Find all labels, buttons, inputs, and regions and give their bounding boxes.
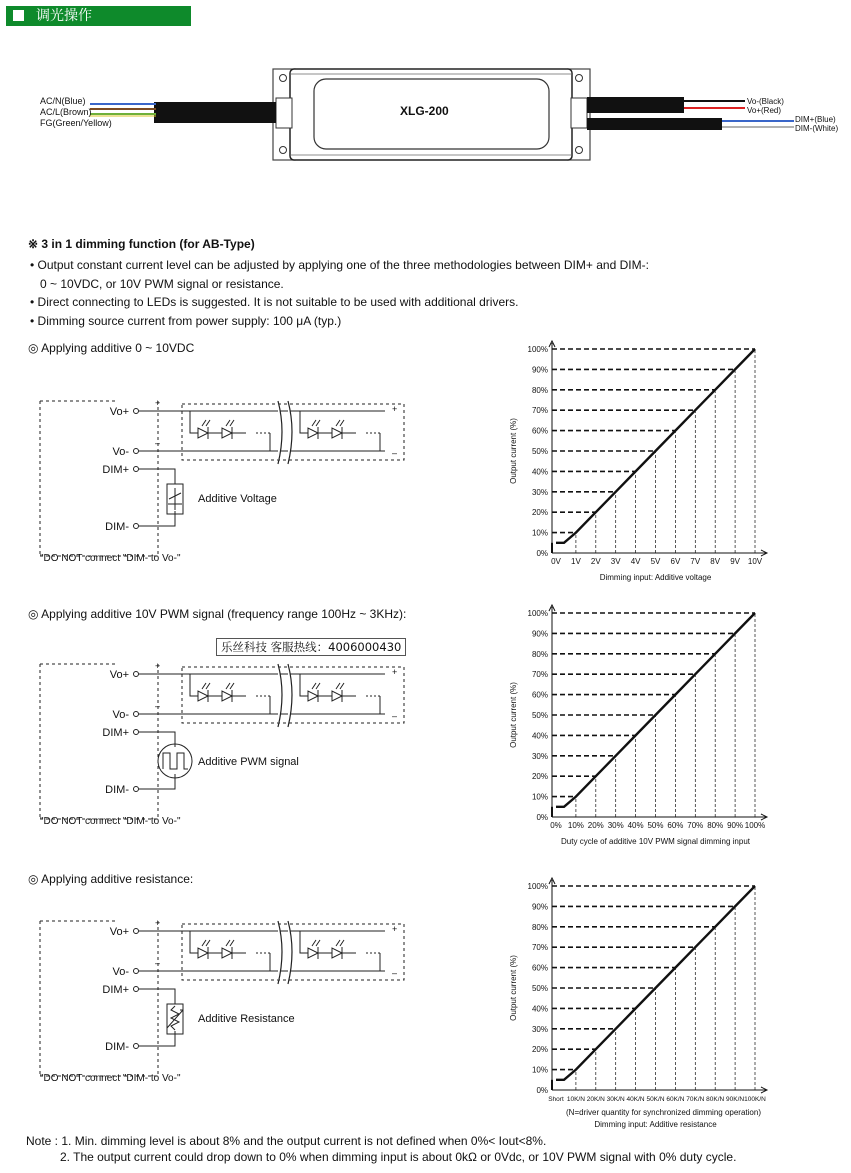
plus-sign: + — [155, 918, 161, 928]
y-tick-label: 80% — [531, 385, 548, 395]
led-icon — [198, 691, 208, 701]
led-wire — [190, 674, 198, 696]
led-light — [226, 683, 234, 689]
led-icon — [198, 948, 208, 958]
plus-sign: + — [392, 924, 398, 934]
y-tick-label: 70% — [531, 943, 548, 953]
led-wire — [190, 931, 198, 953]
y-tick-label: 30% — [531, 1024, 548, 1034]
x-tick-label: Short — [548, 1096, 564, 1103]
intro-bullet: • Output constant current level can be adjusted by applying one of the three methodologies between DIM+ and DIM-: — [30, 258, 649, 272]
y-tick-label: 10% — [531, 792, 548, 802]
x-axis-sublabel: (N=driver quantity for synchronized dimming operation) — [566, 1108, 761, 1117]
vo-plus-wire-label: Vo+(Red) — [747, 106, 782, 115]
dim-minus-label: DIM- — [105, 521, 129, 533]
vo-plus-terminal — [134, 929, 139, 934]
y-tick-label: 70% — [531, 406, 548, 416]
led-light — [312, 940, 320, 946]
led-icon — [222, 428, 232, 438]
x-tick-label: 100% — [744, 821, 766, 830]
vo-minus-terminal — [134, 969, 139, 974]
x-tick-label: 7V — [690, 557, 701, 566]
led-light — [226, 420, 234, 426]
source-label: Additive Voltage — [198, 493, 277, 505]
led-icon — [308, 948, 318, 958]
dim-cable — [587, 118, 722, 130]
led-box — [182, 924, 404, 980]
minus-sign: – — [155, 958, 161, 968]
section-heading-resistance: ◎ Applying additive resistance: — [28, 872, 194, 886]
square-icon — [13, 10, 24, 21]
break-symbol — [278, 664, 292, 727]
vo-minus-terminal — [134, 712, 139, 717]
dim-plus-label: DIM+ — [102, 727, 129, 739]
y-tick-label: 0% — [536, 1086, 548, 1095]
out-labels — [747, 97, 784, 115]
y-tick-label: 20% — [531, 1045, 548, 1055]
x-tick-label: 0% — [550, 821, 562, 830]
x-tick-label: 60% — [667, 821, 684, 830]
x-tick-label: 10V — [747, 557, 763, 566]
source-label: Additive PWM signal — [198, 756, 299, 768]
dim-minus-wire — [139, 511, 175, 526]
y-tick-label: 30% — [531, 751, 548, 761]
section-header — [6, 6, 191, 26]
led-light — [312, 420, 320, 426]
y-tick-label: 0% — [536, 813, 548, 822]
vo-plus-terminal — [134, 672, 139, 677]
frame-line — [40, 921, 161, 1076]
source-label: Additive Resistance — [198, 1013, 295, 1025]
chart-svg — [500, 875, 780, 1145]
x-tick-label: 60K/N — [666, 1096, 685, 1103]
dim-plus-terminal — [134, 730, 139, 735]
led-light — [336, 420, 344, 426]
pwm-source-icon — [158, 744, 192, 778]
circuit-note: "DO NOT connect "DIM- to Vo-" — [40, 553, 181, 564]
led-light — [336, 683, 344, 689]
led-wire — [300, 674, 308, 696]
led-icon — [198, 428, 208, 438]
screw-hole — [576, 75, 583, 82]
y-tick-label: 80% — [531, 922, 548, 932]
dim-minus-wire — [139, 1031, 175, 1046]
x-tick-label: 70% — [687, 821, 704, 830]
intro-bullet: • Dimming source current from power supply: 100 μA (typ.) — [30, 313, 342, 328]
vo-minus-label: Vo- — [112, 446, 129, 458]
output-cable — [587, 97, 684, 113]
break-symbol — [278, 401, 292, 464]
driver-model: XLG-200 — [400, 104, 449, 118]
circuit-svg — [40, 396, 415, 571]
y-tick-label: 30% — [531, 487, 548, 497]
y-tick-label: 0% — [536, 549, 548, 558]
x-tick-label: 80K/N — [706, 1096, 725, 1103]
y-tick-label: 40% — [531, 1004, 548, 1014]
circuit-svg — [40, 659, 415, 834]
x-tick-label: 9V — [730, 557, 740, 566]
led-wire — [190, 411, 198, 433]
note-1: Note : 1. Min. dimming level is about 8% and the output current is not defined when 0%< Iout<8%. — [26, 1134, 547, 1148]
x-tick-label: 4V — [630, 557, 641, 566]
led-icon — [308, 691, 318, 701]
led-wire — [300, 931, 308, 953]
led-box — [182, 667, 404, 723]
frame-line — [40, 664, 161, 819]
y-tick-label: 40% — [531, 731, 548, 741]
chart-svg — [500, 338, 780, 593]
minus-sign: – — [155, 701, 161, 711]
x-tick-label: 2V — [590, 557, 601, 566]
minus-sign: – — [392, 968, 398, 978]
y-axis-label: Output current (%) — [509, 418, 518, 484]
minus-sign: – — [392, 711, 398, 721]
x-axis-label: Duty cycle of additive 10V PWM signal dimming input — [561, 837, 750, 846]
section-heading-voltage: ◎ Applying additive 0 ~ 10VDC — [28, 341, 195, 355]
y-tick-label: 90% — [531, 902, 548, 912]
x-tick-label: 20% — [587, 821, 604, 830]
dim-minus-wire — [139, 774, 175, 789]
y-tick-label: 20% — [531, 508, 548, 518]
led-light — [202, 420, 210, 426]
x-tick-label: 5V — [650, 557, 661, 566]
x-tick-label: 30K/N — [606, 1096, 625, 1103]
x-tick-label: 3V — [610, 557, 621, 566]
note-2: 2. The output current could drop down to 0% when dimming input is about 0kΩ or 0Vdc, or 10V PWM signal with 0% duty cycle. — [60, 1150, 737, 1164]
x-tick-label: 40K/N — [626, 1096, 645, 1103]
dim-plus-wire — [139, 989, 175, 1004]
x-tick-label: 30% — [607, 821, 624, 830]
x-tick-label: 20K/N — [586, 1096, 605, 1103]
chart-pwm — [500, 602, 780, 862]
led-box — [182, 404, 404, 460]
screw-hole — [280, 75, 287, 82]
dim-labels — [795, 115, 838, 133]
voltage-source-icon — [167, 484, 183, 514]
led-icon — [332, 948, 342, 958]
x-tick-label: 70K/N — [686, 1096, 705, 1103]
plus-sign: + — [155, 661, 161, 671]
intro-title: ※ 3 in 1 dimming function (for AB-Type) — [28, 237, 255, 251]
led-light — [312, 683, 320, 689]
minus-sign: – — [392, 448, 398, 458]
x-tick-label: 50% — [647, 821, 664, 830]
dim-minus-wire-label: DIM-(White) — [795, 124, 839, 133]
intro-bullets — [30, 256, 649, 330]
fg-label: FG(Green/Yellow) — [40, 118, 112, 128]
vo-plus-terminal — [134, 409, 139, 414]
x-tick-label: 90% — [727, 821, 744, 830]
y-tick-label: 10% — [531, 1065, 548, 1075]
x-tick-label: 80% — [707, 821, 724, 830]
led-light — [226, 940, 234, 946]
led-icon — [308, 428, 318, 438]
y-tick-label: 50% — [531, 447, 548, 456]
hotline-box: 乐丝科技 客服热线：4006000430 — [216, 638, 406, 656]
ac-n-label: AC/N(Blue) — [40, 96, 86, 106]
x-axis-label: Dimming input: Additive voltage — [599, 573, 712, 582]
x-tick-label: 100K/N — [744, 1096, 766, 1103]
dim-minus-terminal — [134, 524, 139, 529]
dim-plus-terminal — [134, 987, 139, 992]
frame-line — [40, 401, 161, 556]
y-tick-label: 50% — [531, 984, 548, 993]
led-light — [202, 940, 210, 946]
chart-svg — [500, 602, 780, 857]
header-title: 调光操作 — [36, 8, 92, 24]
x-tick-label: 0V — [551, 557, 561, 566]
circuit-note: "DO NOT connect "DIM- to Vo-" — [40, 816, 181, 827]
y-tick-label: 90% — [531, 365, 548, 375]
x-tick-label: 90K/N — [726, 1096, 745, 1103]
dim-minus-terminal — [134, 1044, 139, 1049]
plus-sign: + — [392, 404, 398, 414]
circuit-resistance — [40, 916, 415, 1096]
ac-l-label: AC/L(Brown) — [40, 107, 92, 117]
y-tick-label: 40% — [531, 467, 548, 477]
y-tick-label: 90% — [531, 629, 548, 639]
x-tick-label: 10K/N — [566, 1096, 585, 1103]
minus-sign: – — [155, 438, 161, 448]
dim-minus-label: DIM- — [105, 784, 129, 796]
x-tick-label: 10% — [567, 821, 584, 830]
y-tick-label: 50% — [531, 711, 548, 720]
plus-sign: + — [155, 398, 161, 408]
led-icon — [332, 691, 342, 701]
vo-plus-label: Vo+ — [109, 926, 129, 938]
dim-plus-wire — [139, 469, 175, 484]
intro-bullet: • Direct connecting to LEDs is suggested. It is not suitable to be used with additional drivers. — [30, 295, 519, 309]
screw-hole — [280, 147, 287, 154]
x-tick-label: 6V — [670, 557, 681, 566]
vo-minus-wire-label: Vo-(Black) — [747, 97, 784, 106]
x-tick-label: 50K/N — [646, 1096, 665, 1103]
dim-plus-terminal — [134, 467, 139, 472]
section-heading-pwm: ◎ Applying additive 10V PWM signal (frequency range 100Hz ~ 3KHz): — [28, 607, 407, 621]
x-axis-label: Dimming input: Additive resistance — [594, 1120, 717, 1129]
y-tick-label: 100% — [527, 345, 548, 354]
y-tick-label: 60% — [531, 426, 548, 436]
series-line — [556, 613, 755, 807]
vo-plus-label: Vo+ — [109, 406, 129, 418]
y-axis-label: Output current (%) — [509, 682, 518, 748]
series-line — [556, 349, 755, 543]
y-tick-label: 20% — [531, 772, 548, 782]
y-tick-label: 60% — [531, 690, 548, 700]
ac-cable — [154, 102, 276, 123]
intro-bullet: 0 ~ 10VDC, or 10V PWM signal or resistance. — [40, 276, 284, 291]
output-gland — [571, 98, 587, 128]
circuit-voltage — [40, 396, 415, 576]
y-tick-label: 10% — [531, 528, 548, 538]
screw-hole — [576, 147, 583, 154]
led-icon — [332, 428, 342, 438]
y-tick-label: 80% — [531, 649, 548, 659]
led-light — [336, 940, 344, 946]
dim-minus-label: DIM- — [105, 1041, 129, 1053]
vo-minus-label: Vo- — [112, 966, 129, 978]
y-tick-label: 60% — [531, 963, 548, 973]
vo-plus-label: Vo+ — [109, 669, 129, 681]
x-tick-label: 8V — [710, 557, 721, 566]
y-axis-label: Output current (%) — [509, 955, 518, 1021]
input-gland — [276, 98, 292, 128]
led-icon — [222, 691, 232, 701]
led-icon — [222, 948, 232, 958]
led-light — [202, 683, 210, 689]
led-wire — [300, 411, 308, 433]
plus-sign: + — [392, 667, 398, 677]
circuit-pwm — [40, 659, 415, 839]
y-tick-label: 70% — [531, 670, 548, 680]
circuit-note: "DO NOT connect "DIM- to Vo-" — [40, 1073, 181, 1084]
dim-plus-label: DIM+ — [102, 464, 129, 476]
ac-labels — [40, 96, 112, 129]
vo-minus-label: Vo- — [112, 709, 129, 721]
x-tick-label: 1V — [571, 557, 581, 566]
dim-plus-wire-label: DIM+(Blue) — [795, 115, 836, 124]
dim-minus-terminal — [134, 787, 139, 792]
x-tick-label: 40% — [627, 821, 644, 830]
circuit-svg — [40, 916, 415, 1091]
chart-voltage — [500, 338, 780, 598]
resistor-icon — [167, 1004, 183, 1034]
y-tick-label: 100% — [527, 609, 548, 618]
chart-resistance — [500, 875, 780, 1150]
series-line — [556, 886, 755, 1080]
y-tick-label: 100% — [527, 882, 548, 891]
dim-plus-label: DIM+ — [102, 984, 129, 996]
break-symbol — [278, 921, 292, 984]
vo-minus-terminal — [134, 449, 139, 454]
